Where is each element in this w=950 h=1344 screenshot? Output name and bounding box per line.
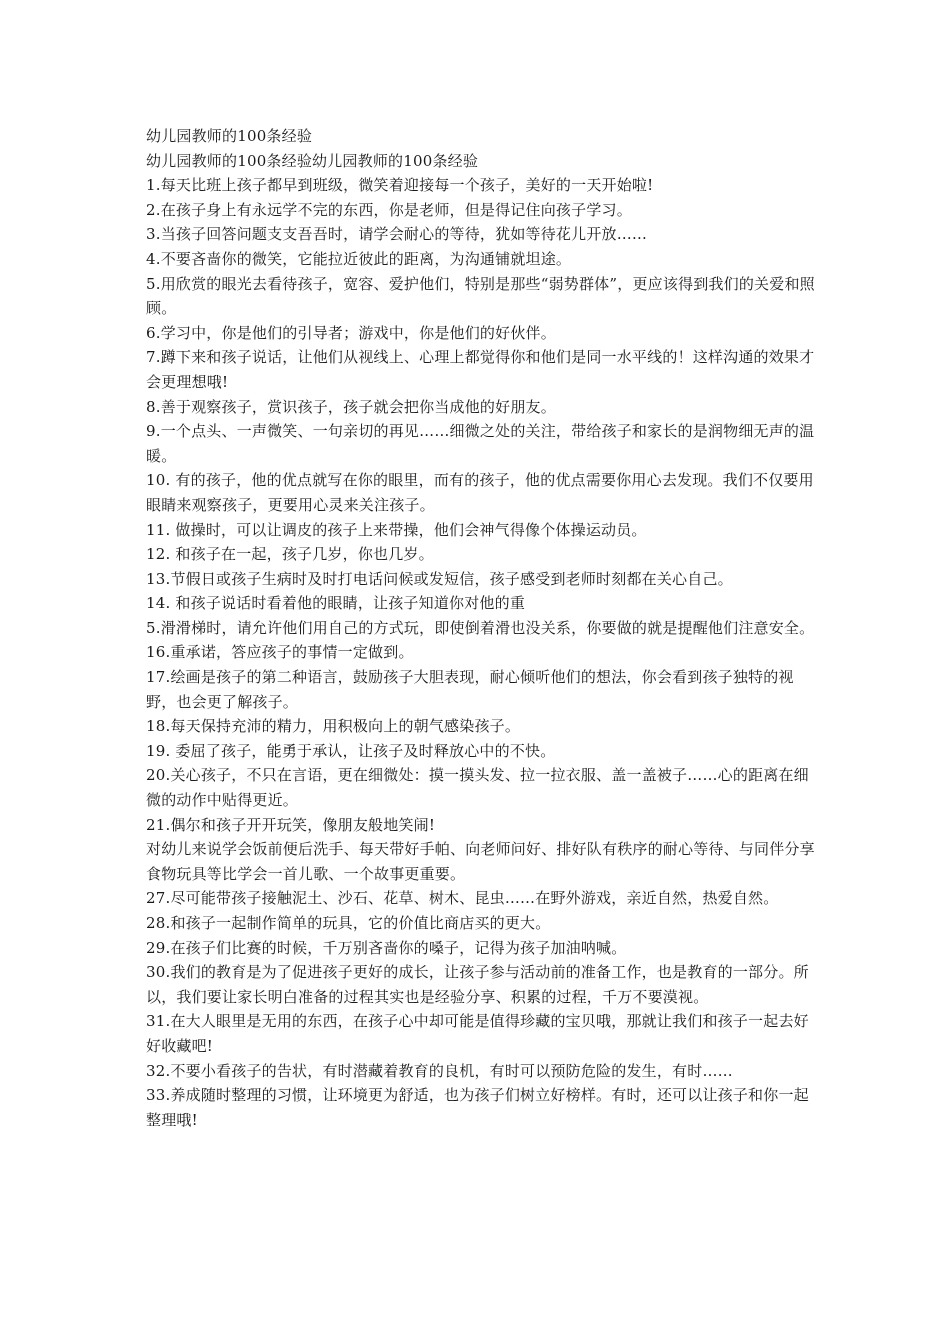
list-item: 16.重承诺，答应孩子的事情一定做到。 <box>146 643 414 662</box>
list-item: 8.善于观察孩子，赏识孩子，孩子就会把你当成他的好朋友。 <box>146 397 556 416</box>
list-item: 21.偶尔和孩子开开玩笑，像朋友般地笑闹! <box>146 815 436 834</box>
list-item: 13.节假日或孩子生病时及时打电话问候或发短信，孩子感受到老师时刻都在关心自己。 <box>146 569 733 588</box>
document-body <box>146 124 818 1132</box>
list-item: 30.我们的教育是为了促进孩子更好的成长，让孩子参与活动前的准备工作，也是教育的一部分。所以，我们要让家长明白准备的过程其实也是经验分享、积累的过程，千万不要漠视。 <box>146 963 809 1006</box>
list-item: 14. 和孩子说话时看着他的眼睛，让孩子知道你对他的重 <box>146 594 526 613</box>
list-item: 12. 和孩子在一起，孩子几岁，你也几岁。 <box>146 545 434 564</box>
list-item: 7.蹲下来和孩子说话，让他们从视线上、心理上都觉得你和他们是同一水平线的！这样沟通的效果才会更理想哦! <box>146 348 815 391</box>
list-item: 11. 做操时，可以让调皮的孩子上来带操，他们会神气得像个体操运动员。 <box>146 520 647 539</box>
list-item: 18.每天保持充沛的精力，用积极向上的朝气感染孩子。 <box>146 717 521 736</box>
list-item: 28.和孩子一起制作简单的玩具，它的价值比商店买的更大。 <box>146 914 551 932</box>
list-item: 3.当孩子回答问题支支吾吾时，请学会耐心的等待，犹如等待花儿开放…… <box>146 225 648 244</box>
list-item: 33.养成随时整理的习惯，让环境更为舒适，也为孩子们树立好榜样。有时，还可以让孩子和你一起整理哦! <box>146 1086 809 1129</box>
list-item: 27.尽可能带孩子接触泥土、沙石、花草、树木、昆虫……在野外游戏，亲近自然，热爱自然。 <box>146 889 779 908</box>
experience-list <box>146 173 818 1132</box>
list-item: 19. 委屈了孩子，能勇于承认，让孩子及时释放心中的不快。 <box>146 741 556 760</box>
list-item: 2.在孩子身上有永远学不完的东西，你是老师，但是得记住向孩子学习。 <box>146 200 632 219</box>
list-item: 20.关心孩子，不只在言语，更在细微处：摸一摸头发、拉一拉衣服、盖一盖被子……心的距离在细微的动作中贴得更近。 <box>146 766 809 810</box>
list-item: 5.用欣赏的眼光去看待孩子，宽容、爱护他们，特别是那些“弱势群体”，更应该得到我们的关爱和照顾。 <box>146 274 815 318</box>
list-item: 9.一个点头、一声微笑、一句亲切的再见……细微之处的关注，带给孩子和家长的是润物细无声的温暖。 <box>146 422 815 465</box>
document-title: 幼儿园教师的100条经验 <box>146 127 313 145</box>
list-item: 对幼儿来说学会饭前便后洗手、每天带好手帕、向老师问好、排好队有秩序的耐心等待、与同伴分享食物玩具等比学会一首儿歌、一个故事更重要。 <box>146 840 815 883</box>
list-item: 10. 有的孩子，他的优点就写在你的眼里，而有的孩子，他的优点需要你用心去发现。我们不仅要用眼睛来观察孩子，更要用心灵来关注孩子。 <box>146 471 814 514</box>
list-item: 29.在孩子们比赛的时候，千万别吝啬你的嗓子，记得为孩子加油呐喊。 <box>146 938 627 957</box>
list-item: 32.不要小看孩子的告状，有时潜藏着教育的良机，有时可以预防危险的发生，有时…… <box>146 1061 733 1080</box>
list-item: 1.每天比班上孩子都早到班级，微笑着迎接每一个孩子，美好的一天开始啦! <box>146 176 654 195</box>
list-item: 17.绘画是孩子的第二种语言，鼓励孩子大胆表现，耐心倾听他们的想法，你会看到孩子独特的视野，也会更了解孩子。 <box>146 668 794 711</box>
list-item: 6.学习中，你是他们的引导者；游戏中，你是他们的好伙伴。 <box>146 323 556 342</box>
document-subtitle: 幼儿园教师的100条经验幼儿园教师的100条经验 <box>146 151 479 170</box>
list-item: 31.在大人眼里是无用的东西，在孩子心中却可能是值得珍藏的宝贝哦，那就让我们和孩子一起去好好收藏吧! <box>146 1012 809 1055</box>
list-item: 5.滑滑梯时，请允许他们用自己的方式玩，即使倒着滑也没关系，你要做的就是提醒他们注意安全。 <box>146 618 815 637</box>
list-item: 4.不要吝啬你的微笑，它能拉近彼此的距离，为沟通铺就坦途。 <box>146 249 572 268</box>
